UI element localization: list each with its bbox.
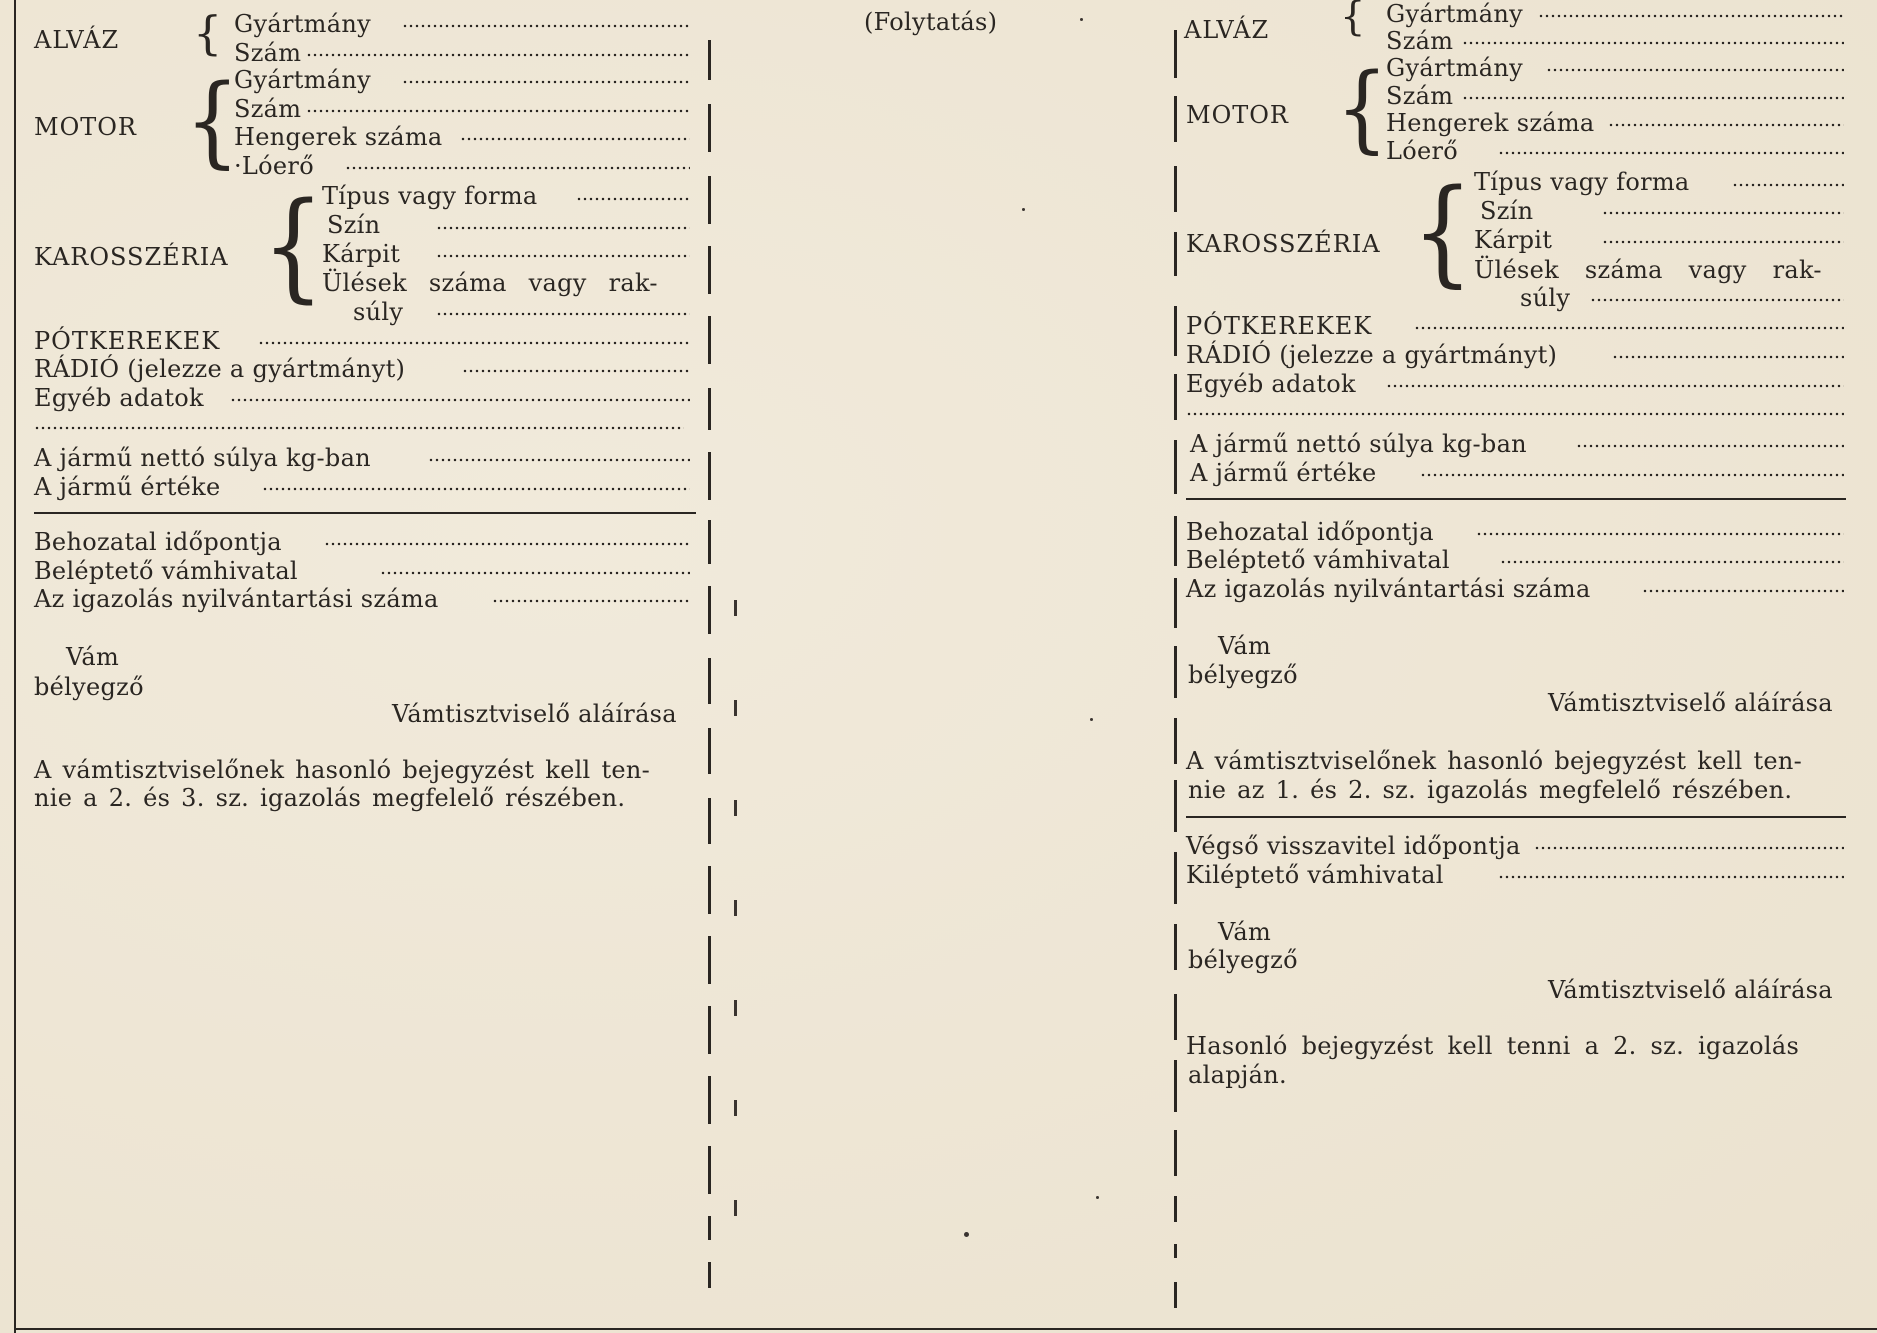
netto-field[interactable] — [428, 458, 690, 462]
egyeb-field[interactable] — [1386, 384, 1844, 388]
karosszeria-heading: KAROSSZÉRIA — [34, 243, 229, 271]
paper-speck — [1090, 718, 1093, 721]
egyeb-field-line2[interactable] — [1186, 412, 1844, 416]
egyeb-field-line2[interactable] — [34, 426, 684, 430]
fold-dash — [734, 700, 737, 716]
motor-szam-label: Szám — [1386, 82, 1454, 110]
ertek-field[interactable] — [262, 487, 690, 491]
radio-label: RÁDIÓ (jelezze a gyártmányt) — [1186, 341, 1558, 369]
paper-speck — [1080, 18, 1083, 21]
vbar — [1174, 1282, 1177, 1308]
suly-field[interactable] — [436, 312, 690, 316]
tipus-field[interactable] — [1732, 183, 1844, 187]
vbar — [1174, 1130, 1177, 1176]
left-border — [14, 0, 16, 1333]
vam-stamp-label-2: Vám — [1218, 918, 1272, 946]
vbar — [708, 658, 711, 704]
motor-brace: { — [185, 64, 240, 179]
behozatal-label: Behozatal időpontja — [1186, 518, 1434, 546]
loero-label: ·Lóerő — [234, 152, 314, 180]
vbar — [708, 1262, 711, 1288]
netto-label: A jármű nettó súlya kg-ban — [1190, 430, 1527, 458]
ulesek-label: Ülések száma vagy rak- — [1474, 256, 1822, 284]
alairas-label-2: Vámtisztviselő aláírása — [1548, 976, 1833, 1004]
belyegzo-label: bélyegző — [1188, 661, 1298, 689]
suly-field[interactable] — [1590, 298, 1844, 302]
alvaz-szam-label: Szám — [234, 39, 302, 67]
radio-label: RÁDIÓ (jelezze a gyártmányt) — [34, 355, 406, 383]
vbar — [1174, 924, 1177, 970]
visszavitel-label: Végső visszavitel időpontja — [1186, 832, 1521, 860]
igazolas-label: Az igazolás nyilvántartási száma — [34, 585, 439, 613]
alvaz-gyartmany-label: Gyártmány — [234, 10, 371, 38]
netto-field[interactable] — [1576, 444, 1844, 448]
fold-dash — [734, 900, 737, 916]
vbar — [1174, 30, 1177, 78]
alvaz-gyartmany-label: Gyártmány — [1386, 0, 1523, 28]
vbar — [708, 866, 711, 914]
right-divider-1 — [1186, 498, 1846, 500]
vbar — [708, 1006, 711, 1054]
note-line-1: A vámtisztviselőnek hasonló bejegyzést kell ten- — [1186, 747, 1803, 775]
vbar — [708, 104, 711, 152]
potkerekek-label: PÓTKEREKEK — [1186, 312, 1373, 340]
vbar — [708, 316, 711, 364]
vbar — [708, 388, 711, 430]
igazolas-field[interactable] — [1642, 589, 1844, 593]
motor-gyartmany-field[interactable] — [402, 80, 690, 84]
motor-szam-field[interactable] — [1462, 96, 1844, 100]
karpit-label: Kárpit — [322, 240, 401, 268]
motor-gyartmany-label: Gyártmány — [234, 66, 371, 94]
szin-label: Szín — [327, 211, 381, 239]
beleptetoe-label: Beléptető vámhivatal — [1186, 546, 1450, 574]
vbar — [1174, 440, 1177, 494]
motor-heading: MOTOR — [34, 113, 138, 141]
fold-dash — [734, 1100, 737, 1116]
tipus-field[interactable] — [576, 197, 690, 201]
continuation-label: (Folytatás) — [864, 8, 998, 36]
ertek-label: A jármű értéke — [1190, 459, 1377, 487]
fold-dash — [734, 1000, 737, 1016]
behozatal-label: Behozatal időpontja — [34, 528, 282, 556]
egyeb-field[interactable] — [230, 398, 690, 402]
hengerek-label: Hengerek száma — [234, 123, 443, 151]
motor-gyartmany-label: Gyártmány — [1386, 54, 1523, 82]
vbar — [708, 1146, 711, 1194]
paper-speck — [964, 1232, 969, 1237]
vbar — [708, 586, 711, 634]
kilepteto-field[interactable] — [1498, 875, 1844, 879]
loero-field[interactable] — [345, 166, 690, 170]
fold-dash — [734, 600, 737, 616]
loero-field[interactable] — [1498, 151, 1844, 155]
igazolas-label: Az igazolás nyilvántartási száma — [1186, 575, 1591, 603]
fold-dash — [734, 800, 737, 816]
kilepteto-label: Kiléptető vámhivatal — [1186, 861, 1444, 889]
szin-field[interactable] — [436, 226, 690, 230]
vbar — [1174, 994, 1177, 1040]
motor-szam-field[interactable] — [306, 109, 690, 113]
alvaz-heading: ALVÁZ — [1184, 16, 1270, 44]
egyeb-label: Egyéb adatok — [1186, 370, 1356, 398]
alvaz-brace: { — [193, 6, 223, 60]
vbar — [1174, 96, 1177, 142]
beleptetoe-field[interactable] — [1500, 560, 1844, 564]
ertek-field[interactable] — [1420, 473, 1844, 477]
bottom-border — [14, 1328, 1877, 1330]
ertek-label: A jármű értéke — [34, 473, 221, 501]
note-line-1: A vámtisztviselőnek hasonló bejegyzést kell ten- — [34, 756, 651, 784]
vbar — [708, 520, 711, 564]
vbar — [1174, 374, 1177, 420]
potkerekek-label: PÓTKEREKEK — [34, 327, 221, 355]
potkerekek-field[interactable] — [1414, 326, 1844, 330]
vbar — [1174, 852, 1177, 904]
paper-speck — [1096, 1196, 1099, 1199]
vbar — [1174, 516, 1177, 566]
suly-label: súly — [1520, 284, 1571, 312]
hengerek-label: Hengerek száma — [1386, 109, 1595, 137]
szin-field[interactable] — [1602, 211, 1844, 215]
netto-label: A jármű nettó súlya kg-ban — [34, 444, 371, 472]
belyegzo-label: bélyegző — [34, 673, 144, 701]
behozatal-field[interactable] — [1476, 532, 1844, 536]
karosszeria-brace: { — [262, 178, 325, 315]
note-line-2: nie a 2. és 3. sz. igazolás megfelelő részében. — [34, 784, 626, 812]
vbar — [1174, 646, 1177, 698]
vbar — [1174, 232, 1177, 276]
right-divider-2 — [1186, 816, 1846, 818]
motor-brace: { — [1336, 54, 1389, 164]
vbar — [708, 1076, 711, 1124]
vbar — [1174, 166, 1177, 212]
left-divider-1 — [34, 512, 696, 514]
note2-line-1: Hasonló bejegyzést kell tenni a 2. sz. igazolás — [1186, 1032, 1800, 1060]
alvaz-brace: { — [1340, 0, 1366, 40]
vam-stamp-label: Vám — [66, 643, 120, 671]
vbar — [708, 40, 711, 80]
visszavitel-field[interactable] — [1534, 846, 1844, 850]
tipus-label: Típus vagy forma — [1474, 168, 1690, 196]
karpit-field[interactable] — [436, 254, 690, 258]
karosszeria-heading: KAROSSZÉRIA — [1186, 230, 1381, 258]
alvaz-szam-field[interactable] — [1462, 41, 1844, 45]
vbar — [1174, 578, 1177, 628]
vam-stamp-label: Vám — [1218, 632, 1272, 660]
egyeb-label: Egyéb adatok — [34, 384, 204, 412]
note2-line-2: alapján. — [1188, 1061, 1287, 1089]
szin-label: Szín — [1480, 197, 1534, 225]
vbar — [708, 452, 711, 500]
vbar — [1174, 780, 1177, 832]
potkerekek-field[interactable] — [258, 341, 690, 345]
alairas-label: Vámtisztviselő aláírása — [1548, 689, 1833, 717]
karosszeria-brace: { — [1412, 164, 1474, 299]
vbar — [1174, 718, 1177, 764]
belyegzo-label-2: bélyegző — [1188, 946, 1298, 974]
paper-speck — [1022, 208, 1025, 211]
beleptetoe-label: Beléptető vámhivatal — [34, 557, 298, 585]
alvaz-szam-label: Szám — [1386, 27, 1454, 55]
karpit-field[interactable] — [1602, 240, 1844, 244]
vbar — [708, 798, 711, 844]
suly-label: súly — [353, 298, 404, 326]
beleptetoe-field[interactable] — [380, 571, 690, 575]
vbar — [708, 728, 711, 774]
vbar — [708, 1216, 711, 1240]
alvaz-heading: ALVÁZ — [34, 26, 120, 54]
alvaz-gyartmany-field[interactable] — [1538, 14, 1844, 18]
ulesek-label: Ülések száma vagy rak- — [322, 269, 658, 297]
hengerek-field[interactable] — [460, 137, 690, 141]
behozatal-field[interactable] — [324, 542, 690, 546]
vbar — [708, 936, 711, 984]
igazolas-field[interactable] — [492, 599, 690, 603]
radio-field[interactable] — [462, 369, 690, 373]
motor-heading: MOTOR — [1186, 101, 1290, 129]
alairas-label: Vámtisztviselő aláírása — [392, 700, 677, 728]
note-line-2: nie az 1. és 2. sz. igazolás megfelelő részében. — [1188, 776, 1793, 804]
motor-gyartmany-field[interactable] — [1546, 68, 1844, 72]
vbar — [1174, 1244, 1177, 1258]
vbar — [708, 246, 711, 294]
tipus-label: Típus vagy forma — [322, 182, 538, 210]
alvaz-szam-field[interactable] — [306, 53, 690, 57]
fold-dash — [734, 1200, 737, 1216]
vbar — [708, 176, 711, 224]
loero-label: Lóerő — [1386, 137, 1459, 165]
karpit-label: Kárpit — [1474, 226, 1553, 254]
hengerek-field[interactable] — [1608, 123, 1844, 127]
motor-szam-label: Szám — [234, 95, 302, 123]
vbar — [1174, 1060, 1177, 1112]
alvaz-gyartmany-field[interactable] — [402, 24, 690, 28]
radio-field[interactable] — [1612, 355, 1844, 359]
vbar — [1174, 1196, 1177, 1222]
vbar — [1174, 306, 1177, 356]
